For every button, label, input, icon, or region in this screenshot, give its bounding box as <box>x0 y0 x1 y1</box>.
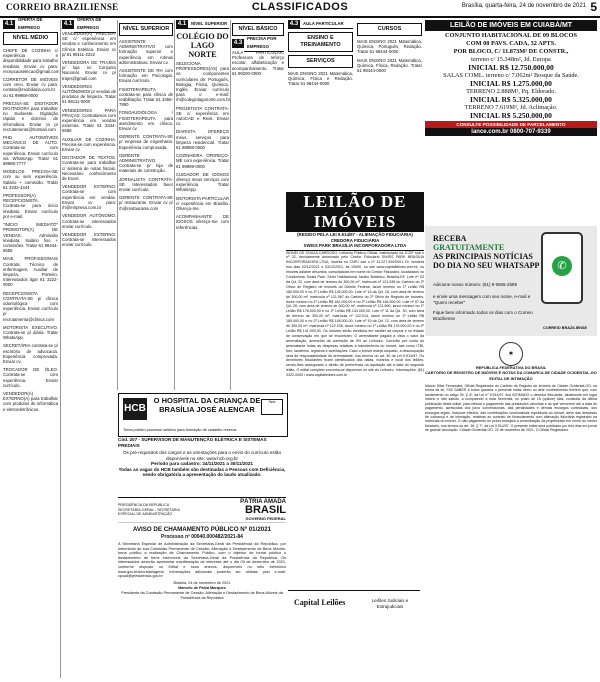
level-box: NÍVEL MÉDIO <box>3 32 58 45</box>
section-tag <box>62 17 116 30</box>
classified-ad: PROFESSOR(A) RECEPCIONISTA. Contrata-se para início imediato. Enviar currículo por e-mail. <box>3 193 58 219</box>
classified-ad: JORNALISTA CONTRATA-SE. Interessados favor enviar currículo. <box>119 176 173 193</box>
classified-ad: RECEPCIONISTA CONTRATA-SE p/ clínica odontológica com experiência. Enviar currículo p/ recrutamento@clinica.com <box>3 290 58 322</box>
auctioneer-ad <box>288 590 420 631</box>
hospital-logo: HCB <box>123 398 147 420</box>
whatsapp-promo <box>425 226 597 336</box>
cuiaba-line: COM 08 PAVS. CADA, 32 APTS. <box>466 40 556 47</box>
classified-ad: SECRETÁRIA contrata-se p/ escritório de advocacia. Experiência comprovada. Enviar cv. <box>3 343 58 364</box>
classified-ad: MAIS PROFISSIONAIS Contrata: Técnico de enfermagem, Auxiliar de limpeza, Porteiro. Interessados ligar 61 3222-0000 <box>3 256 58 288</box>
classified-ad: MOTORISTA EXECUTIVO. Contrata-se p/ diária. Tratar WhatsApp. <box>3 324 58 341</box>
installment-banner: CONSULTE POSSIBILIDADE DE PARCELAMENTO <box>425 121 597 128</box>
promo-number: Adicione nosso número: (61) 9 9555-2589 <box>433 282 518 287</box>
auction-law: (REGIDO PELA LEI 9.514/97 - ALIENAÇÃO FIDUCIÁRIA) <box>297 232 413 237</box>
section-tag <box>176 20 229 29</box>
classified-ad: VENDEDOR(A) EXTERNO(A) para trabalhar com produtos de informática e eletroeletrônicos. <box>3 390 58 412</box>
public-call-notice <box>118 497 286 676</box>
government-logo <box>240 499 286 522</box>
column-5 <box>232 20 284 390</box>
cuiaba-details <box>425 31 597 121</box>
auctioneer-tagline: Leilões Judiciais e Extrajudiciais <box>371 598 409 609</box>
registration-period: Período para cadastro: 24/11/2021 a 30/11/2021 <box>151 461 253 466</box>
section-tag <box>3 17 58 30</box>
column-4 <box>176 20 229 390</box>
section-label: OFERTA DE EMPREGO <box>74 16 116 33</box>
gov-sub: GOVERNO FEDERAL <box>245 515 286 521</box>
government-banner <box>118 498 286 523</box>
cuiaba-auction-ad <box>425 20 597 136</box>
classified-ad: ASSISTENTE DE RH com formação em Psicologia. Enviar currículo. <box>119 68 173 84</box>
section-number: 4.3 <box>289 21 299 27</box>
column-divider <box>117 20 118 390</box>
page-number: 5 <box>590 0 597 14</box>
edital-registry: CARTÓRIO DE REGISTRO DE IMÓVEIS E NOTAS DA COMARCA DE CIDADE OCIDENTAL-GO <box>425 369 597 375</box>
hospital-notice <box>118 393 288 437</box>
auction-title: LEILÃO DE IMÓVEIS <box>286 192 424 232</box>
pcd-note: Todas as vagas do HCB também são destinadas a Pessoas com Deficiência, sendo obrigatória a apresentação do laudo atualizado. <box>118 466 286 477</box>
cuiaba-line: SALAS COML. terreno c/ 7.062m² Bosque da Saúde. <box>443 72 579 79</box>
gov-motto: PÁTRIA AMADA <box>240 498 286 505</box>
column-2 <box>62 17 116 678</box>
auction-creditor-label: CREDORA FIDUCIÁRIA <box>330 237 380 243</box>
classified-ad: TROCADOR DE ÓLEO. Contrata-se com experiência. Enviar currículo. <box>3 367 58 388</box>
classified-ad: PRECISA-SE DIGITADOR DIGITADORA para trabalhar no Sudoeste. Digitação rápida e domínio de informática. Enviar cv p/ recrutamento@hotmail.com <box>3 100 58 132</box>
classified-ad: MAIS ENSINO 2021 Matemática, Química, Física, Redação. Tratar 61 98444-0000 <box>357 57 422 74</box>
whatsapp-icon: ✆ <box>552 256 572 276</box>
seal-badge: Selo <box>261 399 283 415</box>
auction-subtitle <box>286 232 424 251</box>
section-tag <box>288 20 353 29</box>
classified-ad: MAIS ENSINO 2021 Matemática, Química, Física e Redação. Tratar 61 98444-0000 <box>288 71 353 87</box>
column-6 <box>288 20 353 190</box>
classified-ad: ASSISTENTE ADMINISTRATIVO com formação superior e experiência em rotinas administrativas. Enviar cv. <box>119 39 173 65</box>
newspaper-logo: CORREIO BRAZILIENSE <box>6 2 119 12</box>
classified-ad: MOTORISTA PARTICULAR c/ experiência em Brasília. Ofereço-me. <box>176 195 229 212</box>
hospital-details <box>118 437 286 478</box>
section-label: OFERTA DE EMPREGO <box>15 16 58 33</box>
cuiaba-line: CONJUNTO HABITACIONAL DE 09 BLOCOS <box>444 32 578 39</box>
phone-illustration <box>541 232 583 304</box>
notice-text: A Secretaria Especial de Administração da Secretaria-Geral da Presidência da República, por intermédio de sua Comissão Permanente de Cessão, Alienação e Desfazimento de Bens Móveis, torna público a realização de Chamamento Público, com o objetivo de tornar público o desfazimento de bens inservíveis da Secretaria-Geral da Presidência da República. Os interessados deverão apresentar manifestação de interesse até o dia 09 de dezembro de 2021, conforme disposto no Edital e seus anexos, disponíveis no sítio eletrônico www.gov.br/secretariageral. Informações adicionais poderão ser obtidas pelo e-mail: cpcad@presidencia.gov.br <box>118 542 286 579</box>
column-divider <box>230 20 231 390</box>
cuiaba-price: INICIAL R$ 5.325.000,00 <box>470 95 552 104</box>
cuiaba-line: TERRENO 7.619M², Jd. Aclimação. <box>464 104 558 111</box>
promo-headline <box>433 234 543 270</box>
cuiaba-line: terreno c/ 15.348m², Jd. Europa <box>471 56 551 63</box>
cuiaba-line: TERRENO 2.888M², Pq. Eldorado. <box>466 88 556 95</box>
job-code: Cód. 207 - SUPERVISOR DE MANUTENÇÃO ELÉTRICA E SISTEMAS PREDIAIS <box>118 437 267 448</box>
property-auction-notice <box>286 192 424 611</box>
classified-ad: MAIS ENSINO 2021 Matemática, Química, Português, Redação. Tratar 61 98444-0000 <box>357 39 422 55</box>
classified-ad: GERENTE CONTRATA-SE p/ restaurante. Enviar cv p/ rh@restaurante.com <box>119 195 173 211</box>
classified-ad: FONOAUDIÓLOGA / FISIOTERAPEUTA para atendimento em clínica. Enviar cv. <box>119 110 173 132</box>
promo-footer: Fique bem informado todos os dias com o Correio Braziliense <box>433 310 533 321</box>
auction-body: SIDNEI DE SOUZA CARDOSO, Leiloeiro Público Oficial, matriculado na JCDF sob o nº 32, devidamente autorizado pelo Credor Fiduciário SWISS PARK BRASÍLIA INCORPORADORA LTDA, inscrita no CNPJ sob o nº 13.227.520/0001-19, venderá nos dias 02/12/2021 e 03/12/2021, às 10h00, no site www.capitalleiloes.com.br, os imóveis adiante descritos, consolidados em nome do Credor Fiduciário, localizados no Condomínio Swiss Park, Setor Habitacional Jardim Botânico, Brasília-DF. Lote nº 03 da Qd. 22, com área de terreno de 300,00 m², matrícula nº 121.345 do Cartório do 2º Ofício de Registro de Imóveis do Distrito Federal, lance mínimo no 1º Leilão R$ 180.000,00 e no 2º Leilão R$ 145.000,00. Lote nº 15 da Qd. 18, com área de terreno de 300,00 m², matrícula nº 121.567 do Cartório do 2º Ofício de Registro de Imóveis, lance mínimo no 1º Leilão R$ 182.000,00 e no 2º Leilão R$ 146.000,00. Lote nº 07 da Qd. 26, com área de terreno de 300,00 m², matrícula nº 121.890, lance mínimo no 1º Leilão R$ 178.000,00 e no 2º Leilão R$ 143.000,00. Lote nº 11 da Qd. 30, com área de terreno de 300,00 m², matrícula nº 122.014, lance mínimo no 1º Leilão R$ 185.000,00 e no 2º Leilão R$ 148.000,00. Lote nº 19 da Qd. 12, com área de terreno de 300,00 m², matrícula nº 122.236, lance mínimo no 1º Leilão R$ 176.000,00 e no 2º Leilão R$ 141.000,00. Os imóveis serão vendidos em caráter ad corpus e no estado de conservação em que se encontram. O arrematante pagará à vista o valor da arrematação, acrescido da comissão de 5% ao Leiloeiro. Correrão por conta do arrematante todas as despesas relativas à transferência do imóvel, tais como ITBI, foro, laudêmio, registros e averbações. Caso o imóvel esteja ocupado, a desocupação será de responsabilidade do arrematante, nos termos do art. 30 da Lei 9.514/97. Os devedores fiduciantes ficam cientificados das datas, horários e local dos leilões, sendo-lhes assegurado o direito de preferência na aquisição até a data do segundo leilão. O edital completo encontra-se disponível no site do Leiloeiro. Informações: (61) 3322-0000 / www.capitalleiloes.com.br <box>286 250 424 378</box>
promo-line: AS PRINCIPAIS NOTÍCIAS DO DIA NO SEU WHATSAPP <box>433 252 540 270</box>
section-number: 4.1 <box>4 21 14 27</box>
classified-ad: SELECIONA PROFESSORES(AS) para os componentes curriculares de: Português, Biologia, Física, Química, Inglês. Enviar currículo para o e-mail: rh@colegiolagonorte.com.br <box>176 61 231 103</box>
classified-ad: COZINHEIRA OFEREÇO-ME com experiência. Tratar 61 99999-0000 <box>176 153 229 169</box>
section-number: 4.3 <box>233 40 243 46</box>
category-box: ENSINO E TREINAMENTO <box>288 32 353 52</box>
classified-ad: MODELOS PRECISA-SE com ou sem experiência. Salário + comissão. Tratar 61 3333-4444 <box>3 169 58 190</box>
column-divider <box>60 20 61 678</box>
section-tag <box>232 36 284 49</box>
edital-text: Márcio Silva Fernandes, Oficial Registrador do Cartório de Registro de Imóveis de Cidade Ocidental-GO, na forma da lei, FAZ SABER a todos quantos o presente edital virem ou dele conhecimento tiverem que, com fundamento no artigo 26, § 4º, da Lei nº 9.514/97, fica INTIMADO o devedor fiduciante, atualmente em lugar incerto e não sabido, a comparecer a esta Serventia, no prazo de 15 (quinze) dias, contados da última publicação deste edital, para efetuar o pagamento das prestações vencidas e as que vencerem até a data do pagamento, acrescidas dos juros convencionais, das penalidades e demais encargos contratuais, dos encargos legais, inclusive tributos, das contribuições condominiais imputáveis ao imóvel, além das despesas de cobrança e de intimação, relativas ao contrato de financiamento com alienação fiduciária registrado na matrícula do imóvel. O não pagamento no prazo ensejará a consolidação da propriedade em nome do credor fiduciário, nos termos do art. 26, § 7º, da Lei 9.514/97. O presente edital será publicado por três dias em jornal de grande circulação. Cidade Ocidental-GO, 22 de novembro de 2021. O Oficial Registrador. <box>425 383 597 433</box>
classified-ad: VENDEDORA DE TRAJES p/ loja no Conjunto Nacional. Enviar cv p/ trajes@gmail.com <box>62 60 116 81</box>
cuiaba-price: INICIAL R$ 1.275.000,00 <box>470 79 552 88</box>
column-3 <box>119 20 173 390</box>
signatory-name: Marcelo de Paiva Marques <box>178 586 226 591</box>
classified-ad: DIGITADOR DE TEXTOS. Contrata-se para trabalhar c/ sistema de notas fiscais. Necessário conhecimento de Excel. <box>62 155 116 182</box>
classified-ad: VENDEDOR AUTÔNOMO. Contrata-se interessados enviar currículo. <box>62 213 116 229</box>
category-box: SERVIÇOS <box>288 55 353 68</box>
classified-ad: GERENTE ADMINISTRATIVO. Contrata-se p/ loja de materiais de construção. <box>119 152 173 174</box>
promo-instructions: e envie uma mensagem com seu nome, e-mail e "Quero receber" <box>433 294 531 305</box>
contact-banner: lance.com.br 0800-707-9339 <box>425 128 597 136</box>
promo-line: GRATUITAMENTE <box>433 243 505 252</box>
coat-of-arms-icon: ✶ <box>499 342 523 366</box>
section-number: 4.1 <box>177 21 187 27</box>
cuiaba-title: LEILÃO DE IMÓVEIS EM CUIABÁ/MT <box>425 20 597 31</box>
notice-title: AVISO DE CHAMAMENTO PÚBLICO Nº 01/2021 <box>132 526 272 533</box>
column-divider <box>174 20 175 390</box>
promo-line: RECEBA <box>433 234 467 243</box>
hospital-title: O HOSPITAL DA CRIANÇA DE BRASÍLIA JOSÉ ALENCAR <box>153 396 261 414</box>
auctioneer-logo: Capital Leilões <box>294 598 346 607</box>
classified-ad: GERENTE CONTRATA-SE p/ empresa de engenharia. Experiência comprovada. <box>119 134 173 150</box>
classified-ad: PHD AUTOMÓVEIS MECÂNICO DE AUTO. Contrata-se com experiência. Enviar currículo via WhatsApp. Tratar 61 99888-7777 <box>3 135 58 167</box>
auction-creditor: SWISS PARK BRASÍLIA INCORPORADORA LTDA <box>303 243 407 248</box>
classified-ad: DIARISTA OFEREÇO meus serviços para limpeza residencial. Tratar 61 98888-0000 <box>176 129 229 151</box>
hospital-subtitle: Torna público processo seletivo para formação de cadastro reserva. <box>123 428 238 433</box>
level-box: NÍVEL BÁSICO <box>232 23 284 36</box>
category-box: CURSOS <box>357 23 422 36</box>
edital-title: EDITAL DE INTIMAÇÃO <box>489 376 533 382</box>
classified-ad: FISIOTERAPEUTA contrata-se para clínica de reabilitação. Tratar 61 3456-7890 <box>119 86 173 108</box>
section-label: NÍVEL SUPERIOR <box>188 20 229 29</box>
classified-ad: VENDEDOR EXTERNO. Contrata-se com experiência em vendas. Enviar cv para: rh@empresa.com.br <box>62 184 116 211</box>
section-label: AULA PARTICULAR <box>300 20 353 29</box>
requirements-text: Os pré-requisitos dos cargos e as orientações para o envio do currículo estão disponíveis no site: www.hcb.org.br <box>122 450 282 461</box>
process-number: Processo nº 00040.000482/2021-84 <box>161 534 243 540</box>
column-1 <box>3 17 60 678</box>
classified-ad: VENDEDOR EXTERNO. Contrata-se interessados enviar currículo. <box>62 231 116 248</box>
summons-notice <box>425 342 597 677</box>
gov-country: BRASIL <box>245 503 286 516</box>
classified-ad: CHEFE DE COZINHA c/ experiência e disponibilidade para trabalho imediato. Enviar cv para: recepcaoselecao@gmail.com <box>3 48 60 74</box>
classified-ad: VENDEDOR(A) PRECISA-SE c/ experiência em vendas e conhecimento em Clínica Estética. Enviar cv p/ 61 99111-2222 <box>62 31 116 57</box>
school-name: COLÉGIO DO LAGO NORTE <box>176 32 229 59</box>
classified-ad: ACOMPANHANTE DE IDOSOS ofereço-me com referências. <box>176 214 229 230</box>
notice-place-date: Brasília, 24 de novembro de 2021 <box>173 580 231 585</box>
cuiaba-price: INICIAL R$ 5.250.000,00 <box>470 111 552 120</box>
cuiaba-price: INICIAL R$ 12.750.000,00 <box>468 63 554 72</box>
classified-ad: PROJETISTA CONTRATA-SE c/ experiência em AutoCAD e Revit. Enviar cv. <box>176 105 229 127</box>
section-title: CLASSIFICADOS <box>251 1 349 13</box>
signatory-role: Presidente da Comissão Permanente de Cessão, Alienação e Desfazimento de Bens Móveis da Presidência da República <box>121 590 283 600</box>
org-name: PRESIDÊNCIA DA REPÚBLICA SECRETARIA-GERAL - SECRETARIA ESPECIAL DE ADMINISTRAÇÃO <box>118 503 180 517</box>
section-label: PRECISA POR EMPREGO <box>244 35 284 52</box>
classified-ad: CORRETOR DE IMÓVEIS com creci. Enviar cv para: contato@imobiliaria.com.br ou 61 99988-0000 <box>3 77 58 98</box>
cuiaba-line: POR BLOCO, C/ 11.873M² DE CONSTR., <box>453 48 569 55</box>
classified-ad: VENDEDORES PARA PRAÇAS. Contratamos com experiência em vendas externas. Tratar 61 3344-5566 <box>62 107 116 134</box>
classified-ad: AULA PARTICULAR. Professora de reforço escolar, alfabetização e acompanhamento. Tratar 61 99200-0000 <box>232 50 284 76</box>
issue-date: Brasília, quarta-feira, 24 de novembro de 2021 <box>461 3 586 9</box>
classified-ad: VENDEDORES AUTÔNOMOS p/ vendas de produtos de limpeza. Tratar 61 98111-0000 <box>62 83 116 105</box>
classified-ad: CUIDADOR DE IDOSOS ofereço meus serviços com experiência. Tratar WhatsApp. <box>176 171 229 193</box>
classified-ad: "INÍCIO IMEDIATO" PROMOTOR(A) DE VENDAS. Admissão imediata. Salário fixo + comissões. Tratar 61 98444-5555 <box>3 222 58 254</box>
section-number: 4.1 <box>63 21 73 27</box>
level-box: NÍVEL SUPERIOR <box>119 23 173 36</box>
classified-ad: AUXILIAR DE COZINHA. Precisa-se com experiência. Enviar cv. <box>62 136 116 153</box>
promo-brand: CORREIO BRAZILIENSE <box>543 326 588 330</box>
column-7 <box>357 20 422 190</box>
edital-country: REPÚBLICA FEDERATIVA DO BRASIL <box>475 365 547 370</box>
